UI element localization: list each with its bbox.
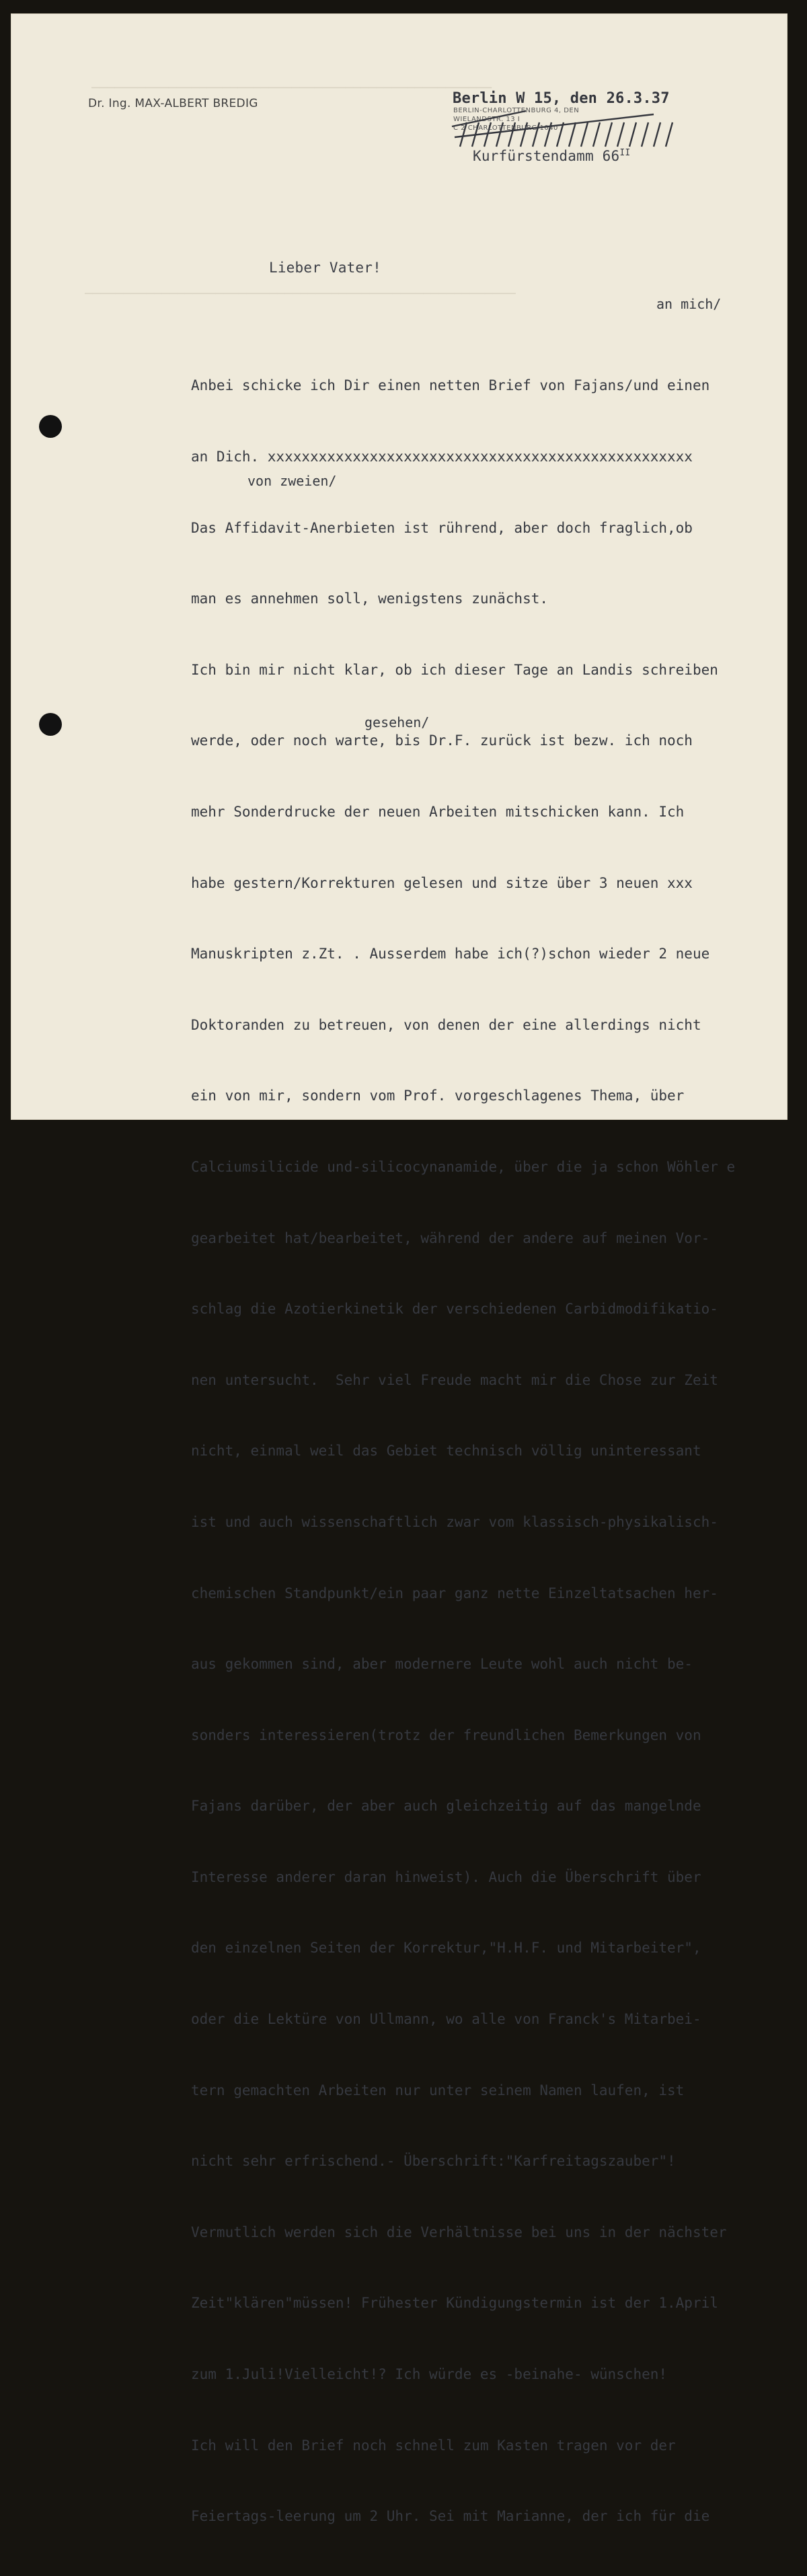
letter-body bbox=[191, 327, 796, 2576]
body-line: Das Affidavit-Anerbieten ist rührend, aber doch fraglich,ob bbox=[191, 519, 693, 536]
insert-gesehen: gesehen/ bbox=[364, 714, 430, 730]
body-line: Fajans darüber, der aber auch gleichzeitig auf das mangelnde bbox=[191, 1798, 701, 1815]
body-line: Ich will den Brief noch schnell zum Kasten tragen vor der bbox=[191, 2437, 676, 2454]
punch-hole bbox=[39, 415, 62, 438]
body-line: werde, oder noch warte, bis Dr.F. zurück ist bezw. ich noch bbox=[191, 732, 693, 749]
body-line: Doktoranden zu betreuen, von denen der eine allerdings nicht bbox=[191, 1016, 701, 1033]
body-line: Anbei schicke ich Dir einen netten Brief von Fajans/und einen bbox=[191, 377, 710, 394]
body-line: schlag die Azotierkinetik der verschiedenen Carbidmodifikatio- bbox=[191, 1301, 718, 1318]
body-line: nicht sehr erfrischend.- Überschrift:"Karfreitagszauber"! bbox=[191, 2153, 676, 2170]
body-line: Zeit"klären"müssen! Frühester Kündigungstermin ist der 1.April bbox=[191, 2295, 718, 2312]
salutation: Lieber Vater! bbox=[269, 260, 381, 276]
body-line: Calciumsilicide und-silicocynanamide, über die ja schon Wöhler e bbox=[191, 1158, 736, 1175]
body-line: an Dich. xxxxxxxxxxxxxxxxxxxxxxxxxxxxxxxxxxxxxxxxxxxxxxxxxx bbox=[191, 449, 693, 465]
letter-page bbox=[11, 13, 787, 2525]
body-line: ist und auch wissenschaftlich zwar vom klassisch-physikalisch- bbox=[191, 1513, 718, 1530]
body-line: gearbeitet hat/bearbeitet, während der andere auf meinen Vor- bbox=[191, 1229, 710, 1246]
dateline: Berlin W 15, den 26.3.37 bbox=[453, 90, 670, 107]
body-line: chemischen Standpunkt/ein paar ganz nette Einzeltatsachen her- bbox=[191, 1585, 718, 1601]
insert-von-zweien: von zweien/ bbox=[247, 473, 337, 489]
body-line: nicht, einmal weil das Gebiet technisch völlig uninteressant bbox=[191, 1443, 701, 1460]
body-line: Interesse anderer daran hinweist). Auch die Überschrift über bbox=[191, 1868, 701, 1885]
body-line: oder die Lektüre von Ullmann, wo alle von Franck's Mitarbei- bbox=[191, 2011, 701, 2028]
strike-hatching bbox=[452, 108, 694, 148]
body-line: sonders interessieren(trotz der freundlichen Bemerkungen von bbox=[191, 1727, 701, 1743]
show-through-text: ──────────────────────────────────────────────────── bbox=[91, 81, 492, 96]
body-line: den einzelnen Seiten der Korrektur,"H.H.F. und Mitarbeiter", bbox=[191, 1940, 701, 1957]
body-line: mehr Sonderdrucke der neuen Arbeiten mitschicken kann. Ich bbox=[191, 803, 685, 820]
stamp-line: C 2 CHARLOTTENBURG 1040 bbox=[453, 124, 558, 132]
body-line: nen untersucht. Sehr viel Freude macht mir die Chose zur Zeit bbox=[191, 1371, 718, 1388]
body-line: man es annehmen soll, wenigstens zunächst. bbox=[191, 591, 549, 607]
stamp-line: BERLIN-CHARLOTTENBURG 4, DEN bbox=[453, 107, 580, 114]
insert-an-mich: an mich/ bbox=[656, 296, 722, 312]
body-line: aus gekommen sind, aber modernere Leute wohl auch nicht be- bbox=[191, 1656, 693, 1673]
body-line: Feiertags-leerung um 2 Uhr. Sei mit Marianne, der ich für die bbox=[191, 2508, 710, 2525]
stamp-line: WIELANDSTR. 13 I bbox=[453, 116, 521, 123]
body-line: Ich bin mir nicht klar, ob ich dieser Tage an Landis schreiben bbox=[191, 661, 718, 678]
address-text: Kurfürstendamm 66 bbox=[473, 148, 620, 164]
body-line: Manuskripten z.Zt. . Ausserdem habe ich(?)schon wieder 2 neue bbox=[191, 946, 710, 962]
letterhead-sender: Dr. Ing. MAX-ALBERT BREDIG bbox=[88, 97, 258, 110]
body-line: zum 1.Juli!Vielleicht!? Ich würde es -beinahe- wünschen! bbox=[191, 2366, 668, 2383]
street-address bbox=[473, 148, 630, 164]
body-line: habe gestern/Korrekturen gelesen und sitze über 3 neuen xxx bbox=[191, 874, 693, 891]
body-line: Vermutlich werden sich die Verhältnisse bei uns in der nächster bbox=[191, 2224, 727, 2240]
body-line: tern gemachten Arbeiten nur unter seinem Namen laufen, ist bbox=[191, 2082, 685, 2098]
show-through-text: ──────────────────────────────────────────────────────── bbox=[85, 287, 516, 301]
body-line: ein von mir, sondern vom Prof. vorgeschlagenes Thema, über bbox=[191, 1088, 685, 1104]
address-floor: II bbox=[619, 148, 631, 158]
punch-hole bbox=[39, 713, 62, 736]
